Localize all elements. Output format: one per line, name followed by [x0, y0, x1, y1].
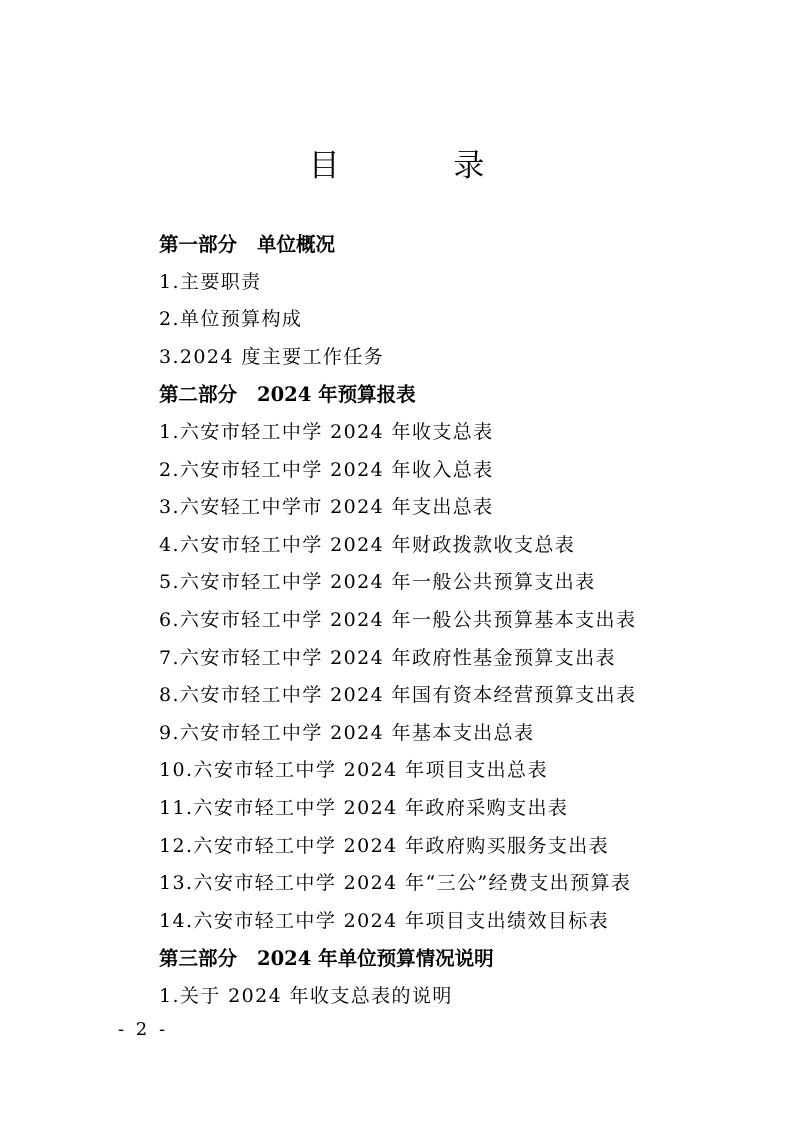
toc-item: 11.六安市轻工中学 2024 年政府采购支出表 [159, 796, 569, 819]
toc-section-label: 第一部分 [159, 233, 238, 256]
toc-item: 1.主要职责 [159, 270, 262, 293]
toc-item: 8.六安市轻工中学 2024 年国有资本经营预算支出表 [159, 684, 637, 707]
toc-item: 3.2024 度主要工作任务 [159, 345, 385, 368]
toc-item: 14.六安市轻工中学 2024 年项目支出绩效目标表 [159, 909, 610, 932]
toc-section-part-3 [159, 940, 759, 978]
toc-item: 6.六安市轻工中学 2024 年一般公共预算基本支出表 [159, 608, 637, 631]
toc-item: 4.六安市轻工中学 2024 年财政拨款收支总表 [159, 533, 576, 556]
toc-item: 2.单位预算构成 [159, 308, 303, 331]
toc-section-part-1 [159, 226, 759, 264]
toc-section-part-2 [159, 376, 759, 414]
toc-item: 1.关于 2024 年收支总表的说明 [159, 984, 453, 1007]
toc-item: 3.六安轻工中学市 2024 年支出总表 [159, 496, 494, 519]
toc-section-label: 第三部分 [159, 947, 238, 971]
toc-section-name: 2024 年单位预算情况说明 [257, 947, 494, 971]
toc-item: 1.六安市轻工中学 2024 年收支总表 [159, 420, 494, 443]
table-of-contents [159, 226, 759, 1015]
toc-item: 12.六安市轻工中学 2024 年政府购买服务支出表 [159, 834, 610, 857]
toc-item: 9.六安市轻工中学 2024 年基本支出总表 [159, 721, 535, 744]
page-number: - 2 - [118, 1019, 169, 1040]
toc-section-name: 单位概况 [257, 233, 336, 256]
toc-item: 7.六安市轻工中学 2024 年政府性基金预算支出表 [159, 646, 616, 669]
page-title: 目 录 [308, 148, 537, 184]
toc-item: 5.六安市轻工中学 2024 年一般公共预算支出表 [159, 571, 596, 594]
toc-item: 13.六安市轻工中学 2024 年“三公”经费支出预算表 [159, 872, 632, 895]
toc-item: 10.六安市轻工中学 2024 年项目支出总表 [159, 759, 548, 782]
toc-item: 2.六安市轻工中学 2024 年收入总表 [159, 458, 494, 481]
toc-section-label: 第二部分 [159, 383, 238, 407]
toc-section-name: 2024 年预算报表 [257, 383, 416, 407]
